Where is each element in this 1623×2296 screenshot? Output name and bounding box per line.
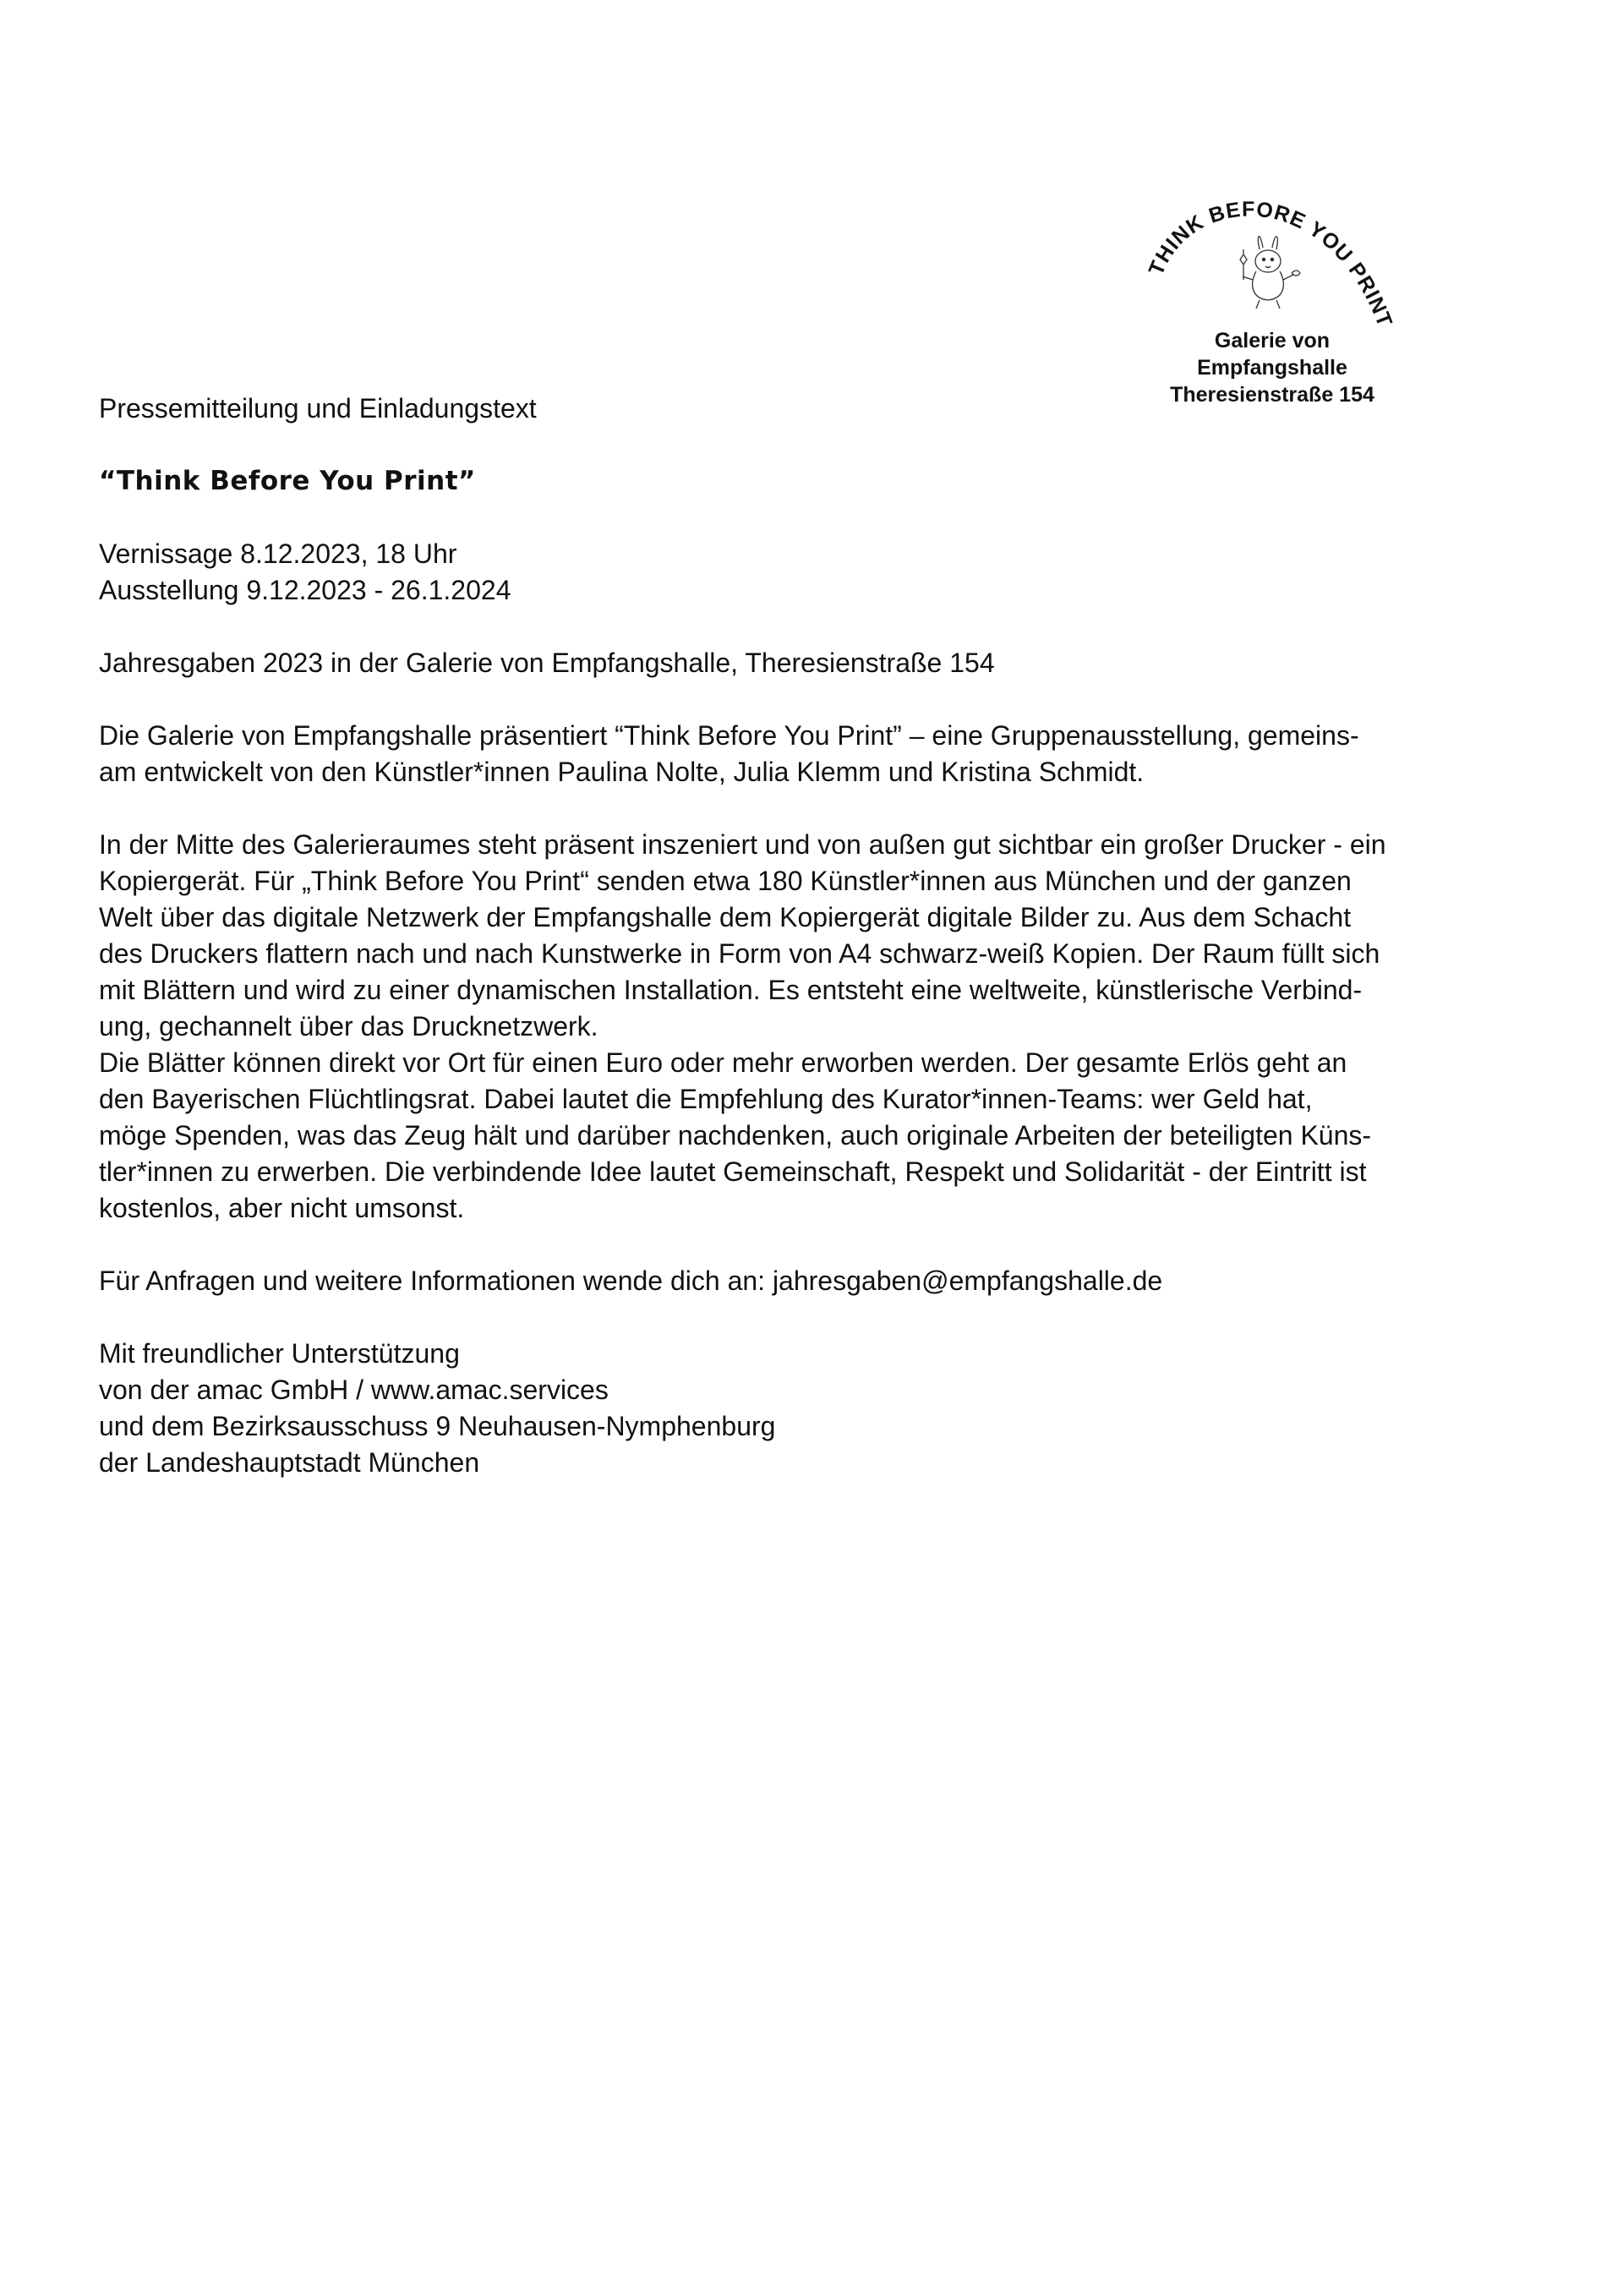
logo-address-line-2: Empfangshalle [1197,356,1347,380]
document-label: Pressemitteilung und Einladungstext [99,393,537,424]
document-title: “Think Before You Print” [99,466,476,496]
body-line: kostenlos, aber nicht umsonst. [99,1193,465,1223]
vernissage-date: Vernissage 8.12.2023, 18 Uhr [99,538,457,569]
body-line: den Bayerischen Flüchtlingsrat. Dabei lautet die Empfehlung des Kurator*innen-Teams: wer Geld hat, [99,1084,1313,1114]
contact-line: Für Anfragen und weitere Informationen wende dich an: jahresgaben@empfangshalle.de [99,1266,1163,1296]
logo-address-line-1: Galerie von [1214,329,1331,353]
body-line: des Druckers flattern nach und nach Kunstwerke in Form von A4 schwarz-weiß Kopien. Der Raum füllt sich [99,938,1380,969]
support-line: von der amac GmbH / www.amac.services [99,1375,609,1405]
body-line: tler*innen zu erwerben. Die verbindende Idee lautet Gemeinschaft, Respekt und Solidarität - der Eintritt ist [99,1156,1367,1187]
support-line: und dem Bezirksausschuss 9 Neuhausen-Nymphenburg [99,1411,776,1441]
support-block [99,1336,1536,1481]
gallery-logo [1133,199,1437,418]
logo-address-line-3: Theresienstraße 154 [1170,383,1374,407]
bunny-sketch-icon [1240,237,1300,309]
body-line: In der Mitte des Galerieraumes steht präsent inszeniert und von außen gut sichtbar ein großer Drucker - ein [99,829,1386,860]
support-line: der Landeshauptstadt München [99,1447,480,1478]
body-line: ung, gechannelt über das Drucknetzwerk. [99,1011,598,1041]
main-paragraph [99,827,1536,1227]
logo-arc-text: THINK BEFORE YOU PRINT [1144,197,1397,331]
jahresgaben-line: Jahresgaben 2023 in der Galerie von Empfangshalle, Theresienstraße 154 [99,648,995,678]
support-line: Mit freundlicher Unterstützung [99,1338,460,1369]
dates-block [99,536,1536,609]
intro-line: Die Galerie von Empfangshalle präsentiert “Think Before You Print” – eine Gruppenausstellung, gemeins- [99,720,1359,751]
intro-line: am entwickelt von den Künstler*innen Paulina Nolte, Julia Klemm und Kristina Schmidt. [99,757,1145,787]
body-line: mit Blättern und wird zu einer dynamischen Installation. Es entsteht eine weltweite, künstlerische Verbind- [99,975,1363,1005]
body-line: möge Spenden, was das Zeug hält und darüber nachdenken, auch originale Arbeiten der beteiligten Küns- [99,1120,1372,1151]
intro-paragraph [99,718,1536,790]
body-line: Welt über das digitale Netzwerk der Empfangshalle dem Kopiergerät digitale Bilder zu. Aus dem Schacht [99,902,1352,932]
exhibition-dates: Ausstellung 9.12.2023 - 26.1.2024 [99,575,511,605]
body-line: Kopiergerät. Für „Think Before You Print“ senden etwa 180 Künstler*innen aus München und der ganzen [99,866,1352,896]
body-line: Die Blätter können direkt vor Ort für einen Euro oder mehr erworben werden. Der gesamte Erlös geht an [99,1047,1347,1078]
document-body [99,391,1536,1481]
